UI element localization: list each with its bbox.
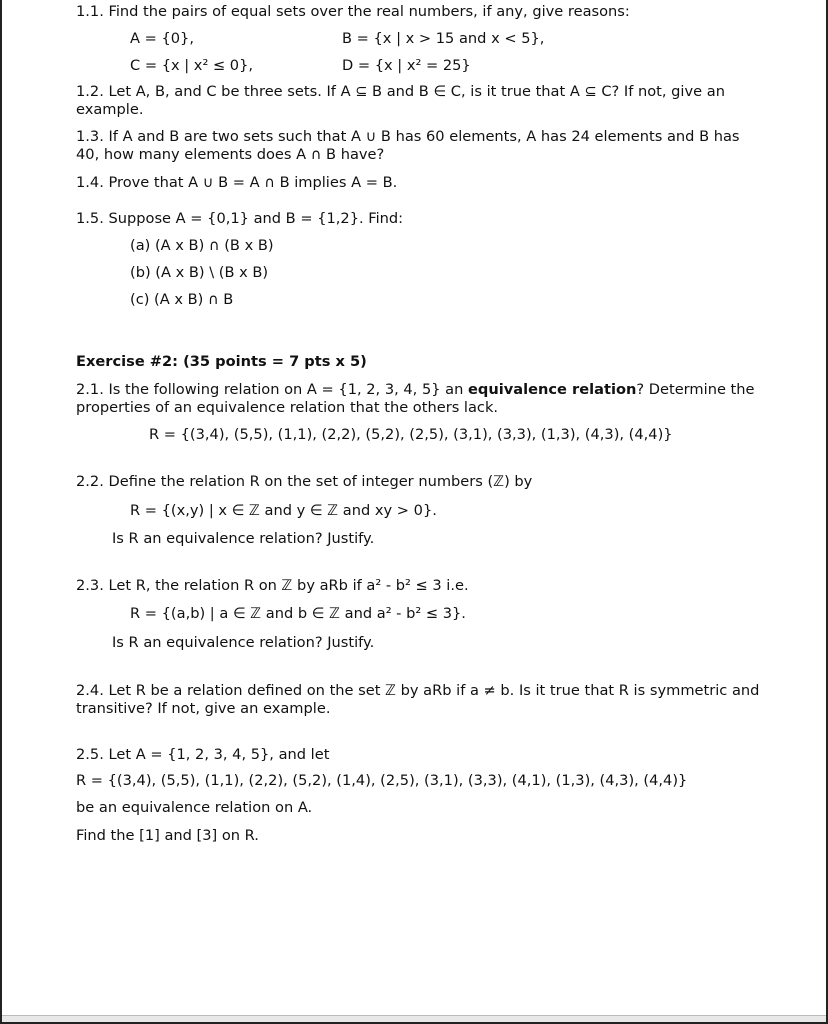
q1-5-part-a: (a) (A x B) ∩ (B x B) bbox=[130, 237, 274, 254]
q2-1-line1 bbox=[76, 380, 755, 399]
q2-1-relation: R = {(3,4), (5,5), (1,1), (2,2), (5,2), (2,5), (3,1), (3,3), (1,3), (4,3), (4,4)} bbox=[149, 426, 673, 443]
q2-4-line1: 2.4. Let R be a relation defined on the set ℤ by aRb if a ≠ b. Is it true that R is symmetric and bbox=[76, 682, 760, 699]
page-bottom-edge bbox=[2, 1015, 826, 1022]
q2-5-relation: R = {(3,4), (5,5), (1,1), (2,2), (5,2), (1,4), (2,5), (3,1), (3,3), (4,1), (1,3), (4,3), (4,4)} bbox=[76, 772, 688, 789]
q1-1-set-d: D = {x | x² = 25} bbox=[342, 57, 471, 74]
q2-4-line2: transitive? If not, give an example. bbox=[76, 700, 331, 717]
q1-5-text: 1.5. Suppose A = {0,1} and B = {1,2}. Find: bbox=[76, 210, 404, 227]
q1-3-line1: 1.3. If A and B are two sets such that A ∪ B has 60 elements, A has 24 elements and B has bbox=[76, 128, 740, 145]
q2-1-post: ? Determine the bbox=[636, 381, 755, 398]
q2-2-relation: R = {(x,y) | x ∈ ℤ and y ∈ ℤ and xy > 0}. bbox=[130, 502, 437, 519]
q1-4-text: 1.4. Prove that A ∪ B = A ∩ B implies A = B. bbox=[76, 174, 398, 191]
q2-3-text: 2.3. Let R, the relation R on ℤ by aRb if a² - b² ≤ 3 i.e. bbox=[76, 577, 469, 594]
q1-1-set-a: A = {0}, bbox=[130, 30, 194, 47]
exercise-2-heading: Exercise #2: (35 points = 7 pts x 5) bbox=[76, 353, 367, 370]
q2-3-question: Is R an equivalence relation? Justify. bbox=[112, 634, 375, 651]
q2-1-pre: 2.1. Is the following relation on A = {1, 2, 3, 4, 5} an bbox=[76, 381, 469, 398]
q2-1-bold-term: equivalence relation bbox=[468, 381, 637, 398]
q1-2-line2: example. bbox=[76, 101, 144, 118]
q1-1-set-c: C = {x | x² ≤ 0}, bbox=[130, 57, 254, 74]
q2-5-line4: Find the [1] and [3] on R. bbox=[76, 827, 259, 844]
q2-2-question: Is R an equivalence relation? Justify. bbox=[112, 530, 375, 547]
q1-2-line1: 1.2. Let A, B, and C be three sets. If A ⊆ B and B ∈ C, is it true that A ⊆ C? If not, give an bbox=[76, 83, 725, 100]
q2-5-line3: be an equivalence relation on A. bbox=[76, 799, 313, 816]
q1-3-line2: 40, how many elements does A ∩ B have? bbox=[76, 146, 385, 163]
q1-5-part-c: (c) (A x B) ∩ B bbox=[130, 291, 234, 308]
q2-3-relation: R = {(a,b) | a ∈ ℤ and b ∈ ℤ and a² - b² ≤ 3}. bbox=[130, 605, 466, 622]
q1-1-text: 1.1. Find the pairs of equal sets over the real numbers, if any, give reasons: bbox=[76, 3, 630, 20]
q2-5-line1: 2.5. Let A = {1, 2, 3, 4, 5}, and let bbox=[76, 746, 330, 763]
q2-1-line2: properties of an equivalence relation that the others lack. bbox=[76, 399, 499, 416]
q2-2-text: 2.2. Define the relation R on the set of integer numbers (ℤ) by bbox=[76, 473, 533, 490]
q1-5-part-b: (b) (A x B) \ (B x B) bbox=[130, 264, 269, 281]
q1-1-set-b: B = {x | x > 15 and x < 5}, bbox=[342, 30, 545, 47]
